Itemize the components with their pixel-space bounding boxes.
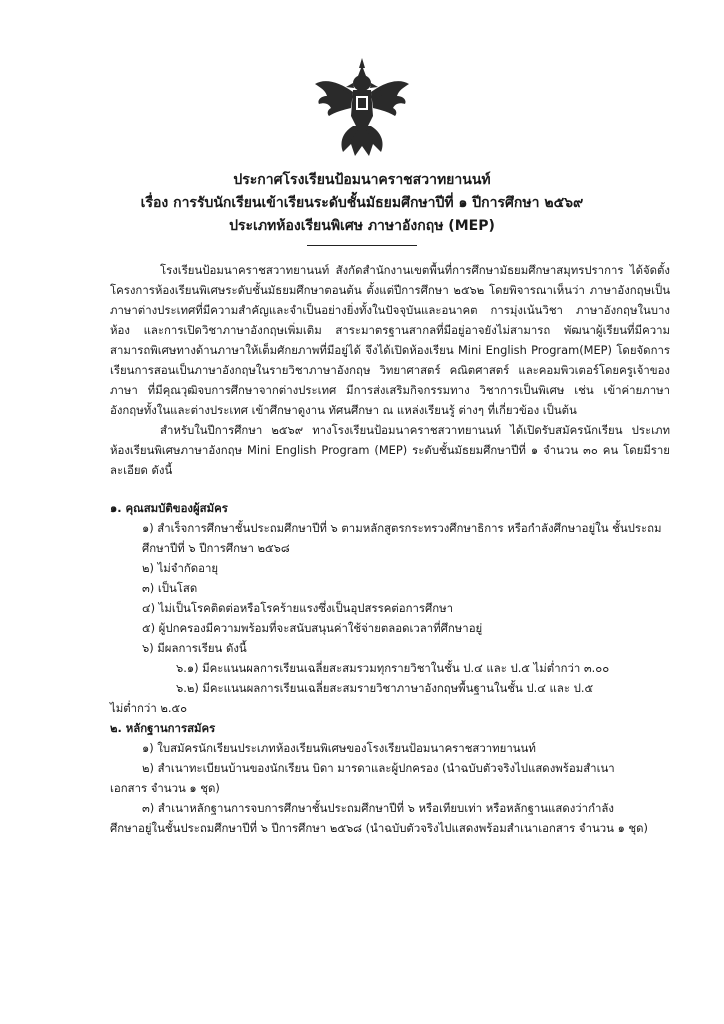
document-item-3: ๓) สำเนาหลักฐานการจบการศึกษาชั้นประถมศึกษาปีที่ ๖ หรือเทียบเท่า หรือหลักฐานแสดงว่ากำลัง — [142, 801, 614, 815]
intro-paragraph-2 — [110, 420, 670, 480]
qualification-item-6: ๖) มีผลการเรียน ดังนี้ — [142, 641, 247, 655]
intro-paragraph-1-text: โรงเรียนป้อมนาคราชสวาทยานนท์ สังกัดสำนักงานเขตพื้นที่การศึกษามัธยมศึกษาสมุทรปราการ ได้จัดตั้งโครงการห้องเรียนพิเศษระดับชั้นมัธยมศึกษาตอนต้น ตั้งแต่ปีการศึกษา ๒๕๖๒ โดยพิจารณาเห็นว่า ภาษาอังกฤษเป็นภาษาต่างประเทศที่มีความสำคัญและจำเป็นอย่างยิ่งทั้งในปัจจุบันและอนาคต การมุ่งเน้นวิชา ภาษาอังกฤษในบางห้อง และการเปิดวิชาภาษาอังกฤษเพิ่มเติม สาระมาตรฐานสากลที่มีอยู่อาจยังไม่สามารถ พัฒนาผู้เรียนที่มีความสามารถพิเศษทางด้านภาษาให้เต็มศักยภาพที่มีอยู่ได้ จึงได้เปิดห้องเรียน Mini English Program(MEP) โดยจัดการเรียนการสอนเป็นภาษาอังกฤษในรายวิชาภาษาอังกฤษ วิทยาศาสตร์ คณิตศาสตร์ และคอมพิวเตอร์โดยครูเจ้าของภาษา ที่มีคุณวุฒิจบการศึกษาจากต่างประเทศ มีการส่งเสริมกิจกรรมทาง วิชาการเป็นพิเศษ เช่น เข้าค่ายภาษาอังกฤษทั้งในและต่างประเทศ เข้าศึกษาดูงาน ทัศนศึกษา ณ แหล่งเรียนรู้ ต่างๆ ที่เกี่ยวข้อง เป็นต้น — [110, 263, 670, 417]
qualification-item-5: ๕) ผู้ปกครองมีความพร้อมที่จะสนับสนุนค่าใช้จ่ายตลอดเวลาที่ศึกษาอยู่ — [142, 621, 483, 635]
announcement-program-type: ประเภทห้องเรียนพิเศษ ภาษาอังกฤษ (MEP) — [229, 218, 495, 234]
spacer — [110, 480, 670, 498]
intro-paragraph-2-text: สำหรับในปีการศึกษา ๒๕๖๙ ทางโรงเรียนป้อมนาคราชสวาทยานนท์ ได้เปิดรับสมัครนักเรียน ประเภทห้องเรียนพิเศษภาษาอังกฤษ Mini English Program (MEP) ระดับชั้นมัธยมศึกษาปีที่ ๑ จำนวน ๓๐ คน โดยมีรายละเอียด ดังนี้ — [110, 423, 670, 477]
document-body — [110, 260, 670, 838]
document-item-2-continued: เอกสาร จำนวน ๑ ชุด) — [110, 781, 220, 795]
title-divider — [307, 245, 417, 246]
section-1-heading: ๑. คุณสมบัติของผู้สมัคร — [110, 501, 228, 515]
announcement-title: ประกาศโรงเรียนป้อมนาคราชสวาทยานนท์ — [233, 172, 491, 188]
qualification-item-4: ๔) ไม่เป็นโรคติดต่อหรือโรคร้ายแรงซึ่งเป็นอุปสรรคต่อการศึกษา — [142, 601, 454, 615]
announcement-subject: เรื่อง การรับนักเรียนเข้าเรียนระดับชั้นมัธยมศึกษาปีที่ ๑ ปีการศึกษา ๒๕๖๙ — [140, 195, 584, 211]
document-item-2: ๒) สำเนาทะเบียนบ้านของนักเรียน บิดา มารดาและผู้ปกครอง (นำฉบับตัวจริงไปแสดงพร้อมสำเนา — [142, 761, 615, 775]
document-item-1: ๑) ใบสมัครนักเรียนประเภทห้องเรียนพิเศษของโรงเรียนป้อมนาคราชสวาทยานนท์ — [142, 741, 536, 755]
qualification-item-2: ๒) ไม่จำกัดอายุ — [142, 561, 219, 575]
qualification-item-3: ๓) เป็นโสด — [142, 581, 198, 595]
grade-requirement-6-2: ๖.๒) มีคะแนนผลการเรียนเฉลี่ยสะสมรายวิชาภาษาอังกฤษพื้นฐานในชั้น ป.๔ และ ป.๕ — [176, 681, 594, 695]
intro-paragraph-1 — [110, 260, 670, 420]
qualification-item-1: ๑) สำเร็จการศึกษาชั้นประถมศึกษาปีที่ ๖ ตามหลักสูตรกระทรวงศึกษาธิการ หรือกำลังศึกษาอยู่ใน ชั้นประถมศึกษาปีที่ ๖ ปีการศึกษา ๒๕๖๘ — [142, 521, 662, 555]
garuda-emblem-icon — [313, 56, 411, 160]
document-item-3-continued: ศึกษาอยู่ในชั้นประถมศึกษาปีที่ ๖ ปีการศึกษา ๒๕๖๘ (นำฉบับตัวจริงไปแสดงพร้อมสำเนาเอกสาร จำนวน ๑ ชุด) — [110, 821, 648, 835]
section-2-heading: ๒. หลักฐานการสมัคร — [110, 721, 216, 735]
grade-requirement-6-1: ๖.๑) มีคะแนนผลการเรียนเฉลี่ยสะสมรวมทุกรายวิชาในชั้น ป.๔ และ ป.๕ ไม่ต่ำกว่า ๓.๐๐ — [176, 661, 610, 675]
grade-requirement-6-2-continued: ไม่ต่ำกว่า ๒.๕๐ — [110, 701, 188, 715]
